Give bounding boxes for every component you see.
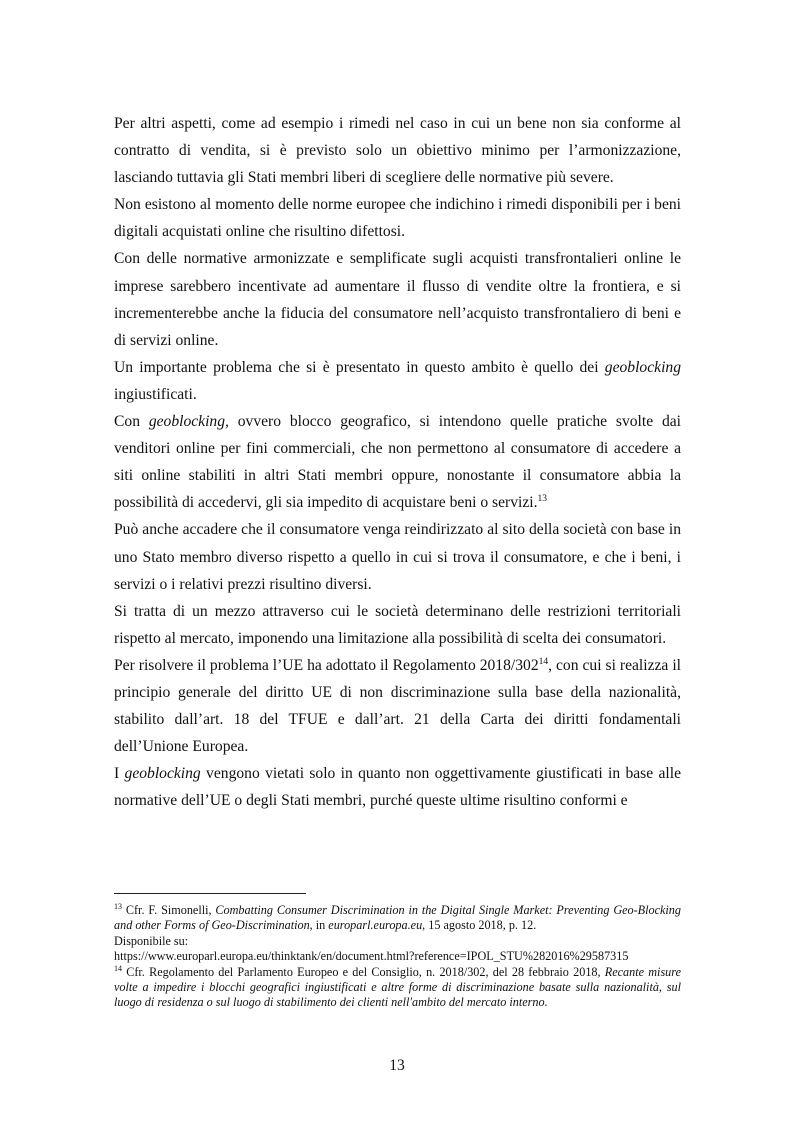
paragraph-1: Per altri aspetti, come ad esempio i rimedi nel caso in cui un bene non sia conforme al contratto di vendita, si è previsto solo un obiettivo minimo per l’armonizzazione, lasciando tuttavia gli Stati membri liberi di scegliere delle normative più severe.	[114, 115, 681, 187]
body-text	[114, 110, 681, 814]
paragraph-8: Per risolvere il problema l’UE ha adottato il Regolamento 2018/302$^{14}$, con cui si realizza il principio generale del diritto UE di non discriminazione sulla base della nazionalità, stabilito dall’art. 18 del TFUE e dall’art. 21 della Carta dei diritti fondamentali dell’Unione Europea.	[114, 656, 681, 756]
paragraph-3: Con delle normative armonizzate e semplificate sugli acquisti transfrontalieri online le imprese sarebbero incentivate ad aumentare il flusso di vendite oltre la frontiera, e si incrementerebbe anche la fiducia del consumatore nell’acquisto transfrontaliero di beni e di servizi online.	[114, 250, 681, 349]
paragraph-4: Un importante problema che si è presentato in questo ambito è quello dei geoblocking ingiustificati.	[114, 358, 681, 403]
footnote-ref-14[interactable]: 14	[538, 656, 549, 667]
footnote-13: $^{13}$ Cfr. F. Simonelli, Combatting Consumer Discrimination in the Digital Single Market: Preventing Geo-Blocking and other Forms of Geo-Discrimination, in europarl.europa.eu, 15 agosto 2018, p. 12.	[114, 901, 681, 933]
footnotes	[114, 903, 681, 1011]
footnote-ref-13[interactable]: 13	[537, 494, 548, 505]
paragraph-5: Con geoblocking, ovvero blocco geografico, si intendono quelle pratiche svolte dai venditori online per fini commerciali, che non permettono al consumatore di accedere a siti online stabiliti in altri Stati membri oppure, nonostante il consumatore abbia la possibilità di accedervi, gli sia impedito di acquistare beni o servizi.$^{13}$	[114, 413, 681, 512]
page-number: 13	[389, 1057, 405, 1074]
paragraph-2: Non esistono al momento delle norme europee che indichino i rimedi disponibili per i beni digitali acquistati online che risultino difettosi.	[114, 196, 681, 241]
paragraph-6: Può anche accadere che il consumatore venga reindirizzato al sito della società con base in uno Stato membro diverso rispetto a quello in cui si trova il consumatore, e che i beni, i servizi o i relativi prezzi risultino diversi.	[114, 521, 681, 593]
paragraph-7: Si tratta di un mezzo attraverso cui le società determinano delle restrizioni territoriali rispetto al mercato, imponendo una limitazione alla possibilità di scelta dei consumatori.	[114, 602, 681, 647]
footnote-divider	[114, 893, 306, 894]
footnote-14: $^{14}$ Cfr. Regolamento del Parlamento Europeo e del Consiglio, n. 2018/302, del 28 febbraio 2018, Recante misure volte a impedire i blocchi geografici ingiustificati e altre forme di discriminazione basate sulla nazionalità, sul luogo di residenza o sul luogo di stabilimento dei clienti nell'ambito del mercato interno.	[114, 963, 681, 1010]
paragraph-9: I geoblocking vengono vietati solo in quanto non oggettivamente giustificati in base alle normative dell’UE o degli Stati membri, purché queste ultime risultino conformi e	[114, 765, 681, 810]
footnote-13-url[interactable]: https://www.europarl.europa.eu/thinktank/en/document.html?reference=IPOL_STU%282016%29587315	[114, 949, 629, 964]
footnote-13-available: Disponibile su:	[114, 933, 189, 948]
